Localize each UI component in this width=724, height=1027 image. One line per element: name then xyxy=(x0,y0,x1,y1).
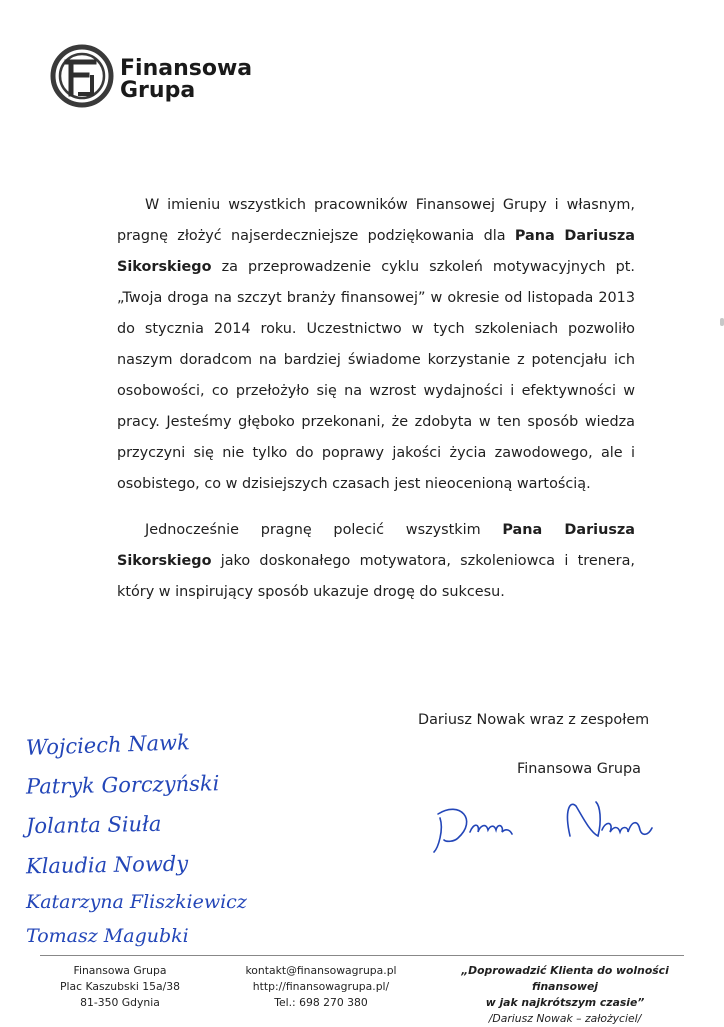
paragraph-1-text-end: za przeprowadzenie cyklu szkoleń motywacyjnych pt. „Twoja droga na szczyt branży finansowej” w okresie od listopada 2013 do stycznia 2014 roku. Uczestnictwo w tych szkoleniach pozwoliło naszym doradcom na bardziej świadome korzystanie z potencjału ich osobowości, co przełożyło się na wzrost wydajności i efektywności w pracy. Jesteśmy głęboko przekonani, że zdobyta w ten sposób wiedza przyczyni się nie tylko do poprawy jakości życia zawodowego, ale i osobistego, co w dzisiejszych czasach jest nieocenioną wartością. xyxy=(117,259,635,492)
company-logo xyxy=(50,44,280,114)
letter-paragraph-2 xyxy=(117,515,635,608)
signature-3: Jolanta Siuła xyxy=(25,811,162,839)
footer-company: Finansowa Grupa xyxy=(73,964,167,977)
logo-line-1: Finansowa xyxy=(120,56,253,81)
footer-city: 81-350 Gdynia xyxy=(80,996,160,1009)
scan-mark xyxy=(720,318,724,326)
handwritten-signature-nowak xyxy=(430,790,670,860)
footer-phone: Tel.: 698 270 380 xyxy=(274,996,368,1009)
footer-street: Plac Kaszubski 15a/38 xyxy=(59,980,181,993)
footer-motto xyxy=(440,963,690,1027)
recipient-name: Pana Dariusza Sikorskiego xyxy=(117,228,635,275)
closing-sender: Dariusz Nowak wraz z zespołem xyxy=(418,712,650,728)
motto-line-2: w jak najkrótszym czasie” xyxy=(485,996,645,1009)
footer-website: http://finansowagrupa.pl/ xyxy=(252,980,390,993)
team-signatures xyxy=(25,730,316,953)
closing-company: Finansowa Grupa xyxy=(517,761,641,777)
footer-contact xyxy=(236,963,406,1011)
footer-divider xyxy=(40,955,684,956)
signature-5: Katarzyna Fliszkiewicz xyxy=(26,891,247,913)
signature-1: Wojciech Nawk xyxy=(25,730,191,760)
logo-line-2: Grupa xyxy=(120,78,196,103)
signature-4: Klaudia Nowdy xyxy=(25,851,189,879)
footer-address xyxy=(50,963,190,1011)
recipient-name-2: Pana Dariusza Sikorskiego xyxy=(117,522,635,569)
motto-author: /Dariusz Nowak – założyciel/ xyxy=(488,1012,642,1025)
paragraph-1-text-start: W imieniu wszystkich pracowników Finansowej Grupy i własnym, pragnę złożyć najserdeczniejsze podziękowania dla xyxy=(117,197,635,244)
letter-paragraph-1 xyxy=(117,190,635,500)
footer-email: kontakt@finansowagrupa.pl xyxy=(245,964,397,977)
signature-6: Tomasz Magubki xyxy=(26,925,189,947)
paragraph-2-text-start: Jednocześnie pragnę polecić wszystkim xyxy=(145,522,503,538)
motto-line-1: „Doprowadzić Klienta do wolności finansowej xyxy=(461,964,669,993)
paragraph-2-text-end: jako doskonałego motywatora, szkoleniowca i trenera, który w inspirujący sposób ukazuje drogę do sukcesu. xyxy=(117,553,635,600)
signature-2: Patryk Gorczyński xyxy=(25,771,220,799)
logo-wordmark xyxy=(120,58,252,102)
fg-monogram-icon xyxy=(50,44,114,108)
